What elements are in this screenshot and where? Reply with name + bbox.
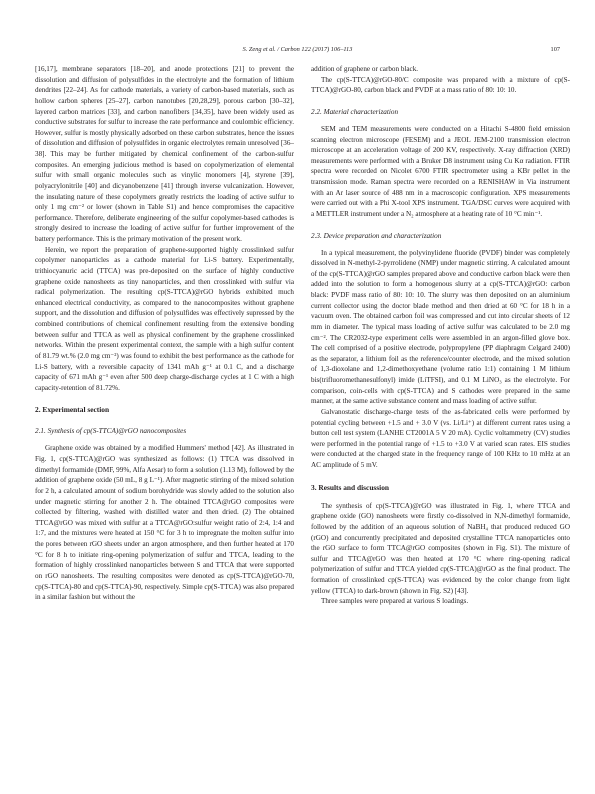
paragraph: SEM and TEM measurements were conducted on a Hitachi S-4800 field emission scanning electron microscope (FESEM) and a JEOL JEM-2100 transmission electron microscope at an acceleration voltage of 200 KV, respectively. X-ray diffraction (XRD) measurements were performed with a Bruker D8 instrument using Cu Kα radiation. FTIR spectra were recorded on Nicolet 6700 FTIR spectrometer using a KBr pellet in the transmission mode. Raman spectra were recorded on a RENISHAW in Via instrument with an Ar laser source of 488 nm in a macroscopic configuration. XPS measurements were carried out with a Phi X-tool XPS instrument. TGA/DSC curves were acquired with a METTLER instrument under a N₂ atmosphere at a heating rate of 10 °C min⁻¹. xyxy=(311,124,570,218)
paragraph: Three samples were prepared at various S loadings. xyxy=(321,597,469,606)
paragraph: The cp(S-TTCA)@rGO-80/C composite was prepared with a mixture of cp(S-TTCA)@rGO-80, carbon black and PVDF at a mass ratio of 80: 10: 10. xyxy=(311,75,570,95)
page-number: 107 xyxy=(550,46,560,53)
section-heading: 2. Experimental section xyxy=(35,405,110,415)
paragraph: Galvanostatic discharge-charge tests of the as-fabricated cells were performed by potential cycling between +1.5 and + 3.0 V (vs. Li/Li⁺) at different current rates using a button cell test system (LANHE CT2001A 5 V 20 mA). Cyclic voltammetry (CV) studies were performed in the potential range of +1.5 to +3.0 V at varied scan rates. EIS studies were conducted at the charged state in the frequency range of 100 KHz to 10 mHz at an AC amplitude of 5 mV. xyxy=(311,407,570,469)
paragraph: In a typical measurement, the polyvinylidene fluoride (PVDF) binder was completely dissolved in N-methyl-2-pyrrolidene (NMP) under magnetic stirring. A calculated amount of the cp(S-TTCA)@rGO samples prepared above and conductive carbon black were then added into the solution to form a homogenous slurry at a cp(S-TTCA)@rGO: carbon black: PVDF mass ratio of 80: 10: 10. The slurry was then deposited on an aluminium current collector using the doctor blade method and then dried at 60 °C for 18 h in a vacuum oven. The obtained carbon foil was compressed and cut into circular sheets of 12 mm in diameter. The typical mass loading of active sulfur was calculated to be 2.0 mg cm⁻². The CR2032-type experiment cells were assembled in an argon-filled glove box. The cell comprised of a positive electrode, polypropylene (PP diaphragm Celgard 2400) as the separator, a lithium foil as the reference/counter electrode, and the mixed solution of 1,3-dioxolane and 1,2-dimethoxyethane (volume ratio 1:1) containing 1 M lithium bis(trifluoromethanesulfonyl) imide (LiTFSI), and 0.1 M LiNO₃ as the electrolyte. For comparison, coin-cells with cp(S-TTCA) and S cathodes were prepared in the same manner, at the same active substance content and mass loading of active sulfur. xyxy=(311,248,570,406)
section-heading: 3. Results and discussion xyxy=(311,482,390,492)
subsection-heading: 2.1. Synthesis of cp(S-TTCA)@rGO nanocomposites xyxy=(35,427,187,436)
paragraph: The synthesis of cp(S-TTCA)@rGO was illustrated in Fig. 1, where TTCA and graphene oxide (GO) nanosheets were firstly co-dissolved in N,N-dimethyl formamide, followed by the addition of an aqueous solution of NaBH₄ that produced reduced GO (rGO) and concurrently precipitated and deposited crystalline TTCA nanoparticles onto the rGO surface to form TTCA@rGO composites (shown in Fig. S1). The mixture of sulfur and TTCA@rGO was then heated at 170 °C where ring-opening radical polymerization of sulfur and TTCA yielded cp(S-TTCA)@rGO as the final product. The formation of crosslinked cp(S-TTCA) was evidenced by the color change from light yellow (TTCA) to dark-brown (shown in Fig. S2) [43]. xyxy=(311,501,570,595)
running-title: S. Zeng et al. / Carbon 122 (2017) 106–113 xyxy=(242,46,353,53)
paragraph: [16,17], membrane separators [18–20], and anode protections [21] to prevent the dissolution and diffusion of polysulfides in the electrolyte and the formation of lithium dendrites [22–24]. As for cathode materials, a variety of carbon-based materials, such as hollow carbon spheres [25–27], carbon nanotubes [20,28,29], porous carbon [30–32], layered carbon matrices [33], and carbon nanofibers [34,35], have been widely used as conductive substrates for sulfur to increase the rate performance and coulombic efficiency. However, sulfur is mostly physically adsorbed on these carbon substrates, hence the issues of dissolution and diffusion of polysulfides in organic electrolytes remain unresolved [36–38]. This may be further mitigated by chemical confinement of the carbon-sulfur composites. An emerging judicious method is based on copolymerization of elemental sulfur with small organic molecules such as vinylic monomers [4], styrene [39], polyacrylonitrile [40] and dicyanobenzene [41] through inverse vulcanization. However, the insulating nature of these copolymers greatly restricts the loading of active sulfur to only 1 mg cm⁻² or lower (shown in Table S1) and hence compromises the capacitive performance. Therefore, deliberate engineering of the sulfur copolymer-based cathodes is strongly desired to increase the loading of active sulfur for further improvement of the battery performance. This is the primary motivation of the present work. xyxy=(35,65,294,243)
right-column xyxy=(311,64,570,607)
paragraph: Graphene oxide was obtained by a modified Hummers' method [42]. As illustrated in Fig. 1, cp(S-TTCA)@rGO was synthesized as follows: (1) TTCA was dissolved in dimethyl formamide (DMF, 99%, Alfa Aesar) to form a solution (1.13 M), followed by the addition of graphene oxide (50 mL, 8 g L⁻¹). After magnetic stirring of the mixed solution for 2 h, a calculated amount of sodium borohydride was slowly added to the solution also under magnetic stirring for another 2 h. The obtained TTCA@rGO composites were collected by filtering, washed with distilled water and then dried. (2) The obtained TTCA@rGO was mixed with sulfur at a TTCA@rGO:sulfur weight ratio of 2:4, 1:4 and 1:7, and the mixtures were heated at 150 °C for 3 h to impregnate the molten sulfur into the pores between rGO sheets under an argon atmosphere, and then further heated at 170 °C for 8 h to initiate ring-opening polymerization of sulfur and TTCA, leading to the formation of highly crosslinked nanoparticles between S and TTCA that were supported on rGO nanosheets. The resulting composites were denoted as cp(S-TTCA)@rGO-70, cp(S-TTCA)-80 and cp(S-TTCA)-90, respectively. Simple cp(S-TTCA) was also prepared in a similar fashion but without the xyxy=(35,444,294,602)
paragraph: Herein, we report the preparation of graphene-supported highly crosslinked sulfur copolymer nanoparticles as a cathode material for Li-S battery. Experimentally, trithiocyanuric acid (TTCA) was pre-deposited on the surface of highly conductive graphene oxide nanosheets as tiny nanoparticles, and then crosslinked with sulfur via radical polymerization. The resulting cp(S-TTCA)@rGO hybrids exhibited much enhanced electrical conductivity, as compared to the nanocomposites without graphene support, and the dissolution and diffusion of polysulfides was effectively supressed by the combined contributions of chemical confinement resulting from the extensive bonding between sulfur and TTCA as well as physical confinement by the graphene crosslinked networks. Within the present experimental context, the sample with a high sulfur content of 81.79 wt.% (2.0 mg cm⁻²) was found to exhibit the best performance as the cathode for Li-S battery, with a reversible capacity of 1341 mAh g⁻¹ at 0.1 C, and a discharge capacity of 671 mAh g⁻¹ even after 500 deep charge-discharge cycles at 1 C with a high capacity-retention of 81.72%. xyxy=(35,245,294,392)
subsection-heading: 2.2. Material characterization xyxy=(311,107,399,116)
paragraph: addition of graphene or carbon black. xyxy=(311,65,419,73)
subsection-heading: 2.3. Device preparation and characterization xyxy=(311,231,442,240)
running-header xyxy=(0,46,595,58)
left-column xyxy=(35,64,294,603)
